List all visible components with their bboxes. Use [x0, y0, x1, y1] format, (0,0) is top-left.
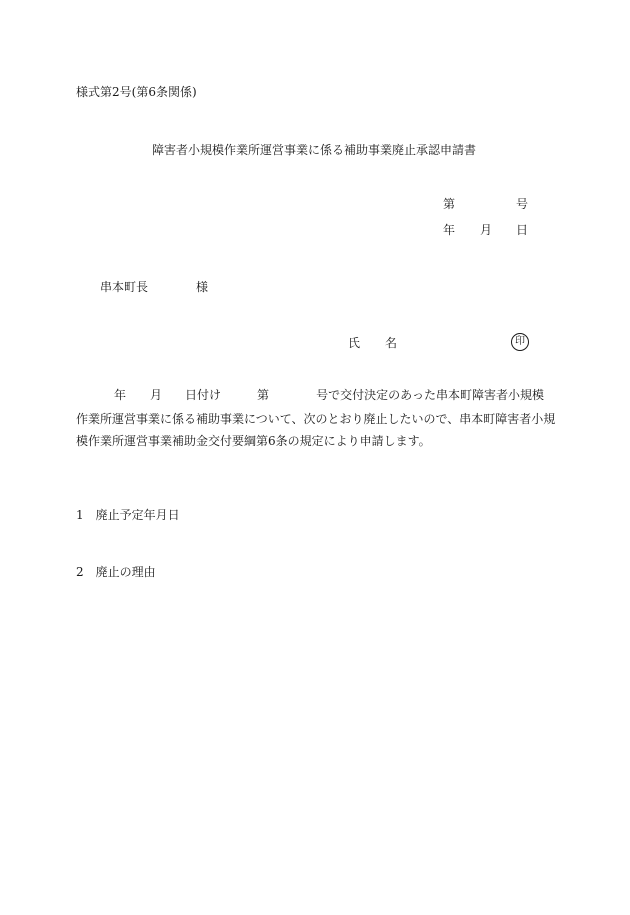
form-id: 様式第2号(第6条関係) — [76, 85, 197, 99]
document-title: 障害者小規模作業所運営事業に係る補助事業廃止承認申請書 — [152, 143, 477, 157]
doc-number-dai: 第 — [443, 197, 456, 211]
addressee-name: 串本町長 — [100, 280, 149, 294]
item-1-label: 1 廃止予定年月日 — [76, 508, 180, 522]
applicant-shi: 氏 — [348, 336, 361, 350]
body-line-2: 作業所運営事業に係る補助事業について、次のとおり廃止したいので、串本町障害者小規 — [76, 412, 556, 426]
doc-number-go: 号 — [516, 197, 529, 211]
body-line-3: 模作業所運営事業補助金交付要綱第6条の規定により申請します。 — [76, 434, 431, 448]
body-line-1-rest: 号で交付決定のあった串本町障害者小規模 — [316, 388, 544, 402]
addressee-honorific: 様 — [196, 280, 209, 294]
body-day-dated: 日付け — [185, 388, 222, 402]
body-dai: 第 — [257, 388, 270, 402]
body-year: 年 — [114, 388, 127, 402]
body-line-1 — [76, 389, 544, 401]
seal-icon: 印 — [511, 333, 529, 351]
date-month: 月 — [480, 223, 493, 237]
applicant-mei: 名 — [385, 336, 398, 350]
date-day: 日 — [516, 223, 529, 237]
date-year: 年 — [443, 223, 456, 237]
body-month: 月 — [150, 388, 163, 402]
item-2-label: 2 廃止の理由 — [76, 565, 156, 579]
